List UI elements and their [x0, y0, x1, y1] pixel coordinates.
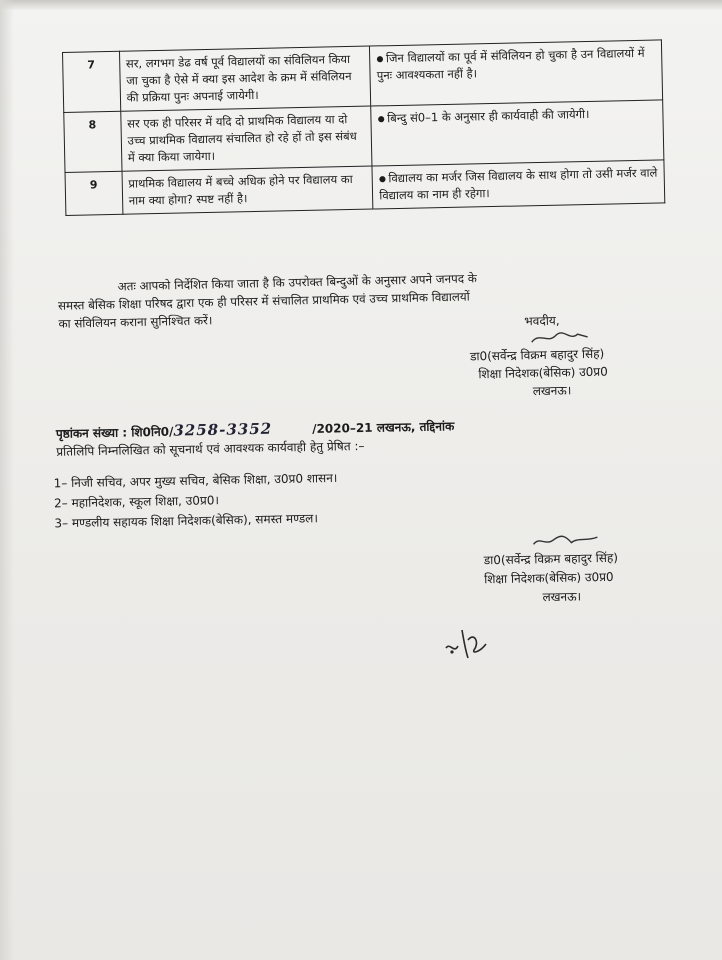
paragraph-line: अतः आपको निर्देशित किया जाता है कि उपरोक्त बिन्दुओं के अनुसार अपने जनपद के: [117, 271, 478, 294]
question-cell: सर एक ही परिसर में यदि दो प्राथमिक विद्यालय या दो उच्च प्राथमिक विद्यालय संचालित हो रहे हों तो इस संबंध में क्या किया जायेगा।: [120, 106, 372, 171]
answer-text: ● विद्यालय का मर्जर जिस विद्यालय के साथ होगा तो उसी मर्जर वाले विद्यालय का नाम ही रहेगा।: [379, 166, 658, 203]
signatory-name: डा0(सर्वेन्द्र विक्रम बहादुर सिंह): [469, 346, 605, 364]
serial-number: 8: [64, 111, 122, 172]
answer-cell: [372, 160, 665, 209]
reference-suffix: /2020–21 लखनऊ, तद्दिनांक: [311, 419, 455, 436]
signatory-title: शिक्षा निदेशक(बेसिक) उ0प्र0: [478, 364, 608, 382]
signature-scribble: [529, 329, 589, 346]
reference-label: पृष्ठांकन संख्या : शि0नि0/: [55, 424, 174, 441]
handwritten-initial: [440, 622, 500, 662]
reference-block: [56, 412, 667, 461]
serial-number: 7: [63, 51, 121, 112]
page-top-fold: [0, 0, 722, 10]
handwritten-number: 3258-3352: [173, 419, 273, 440]
signatory-city: लखनऊ।: [542, 589, 582, 605]
signature-scribble: [531, 531, 601, 550]
answer-text: ● जिन विद्यालयों का पूर्व में संविलियन हो चुका है उन विद्यालयों में पुनः आवश्यकता नहीं है।: [376, 46, 644, 83]
answer-text: ● बिन्दु सं0–1 के अनुसार ही कार्यवाही की जायेगी।: [378, 107, 590, 125]
copy-recipients-list: [53, 463, 614, 534]
question-cell: प्राथमिक विद्यालय में बच्चे अधिक होने पर विद्यालय का नाम क्या होगा? स्पष्ट नहीं है।: [122, 166, 373, 214]
closing-salutation: भवदीय,: [524, 313, 560, 329]
list-item: 2– महानिदेशक, स्कूल शिक्षा, उ0प्र0।: [53, 493, 220, 511]
answer-cell: [370, 40, 663, 106]
answer-cell: [371, 100, 664, 166]
signature-block-1: [469, 311, 608, 402]
list-item: 3– मण्डलीय सहायक शिक्षा निदेशक(बेसिक), समस्त मण्डल।: [54, 511, 319, 531]
copy-forward-line: प्रतिलिपि निम्नलिखित को सूचनार्थ एवं आवश्यक कार्यवाही हेतु प्रेषित :–: [56, 438, 365, 459]
serial-number: 9: [65, 171, 123, 215]
question-cell: सर, लगभग डेढ वर्ष पूर्व विद्यालयों का संविलियन किया जा चुका है ऐसे में क्या इस आदेश के क्रम में संविलियन की प्रक्रिया पुनः अपनाई जायेगी।: [119, 46, 371, 111]
signatory-title: शिक्षा निदेशक(बेसिक) उ0प्र0: [484, 569, 614, 587]
clarification-table: [62, 39, 665, 216]
page-left-edge: [0, 0, 14, 960]
signatory-name: डा0(सर्वेन्द्र विक्रम बहादुर सिंह): [483, 550, 619, 568]
list-item: 1– निजी सचिव, अपर मुख्य सचिव, बेसिक शिक्षा, उ0प्र0 शासन।: [53, 470, 338, 491]
signatory-city: लखनऊ।: [532, 383, 572, 399]
signature-block-2: [483, 531, 619, 609]
paragraph-line: का संविलियन कराना सुनिश्चित करें।: [58, 313, 213, 331]
paragraph-line: समस्त बेसिक शिक्षा परिषद द्वारा एक ही परिसर में संचालित प्राथमिक एवं उच्च प्राथमिक विद्यालयों: [57, 289, 470, 313]
